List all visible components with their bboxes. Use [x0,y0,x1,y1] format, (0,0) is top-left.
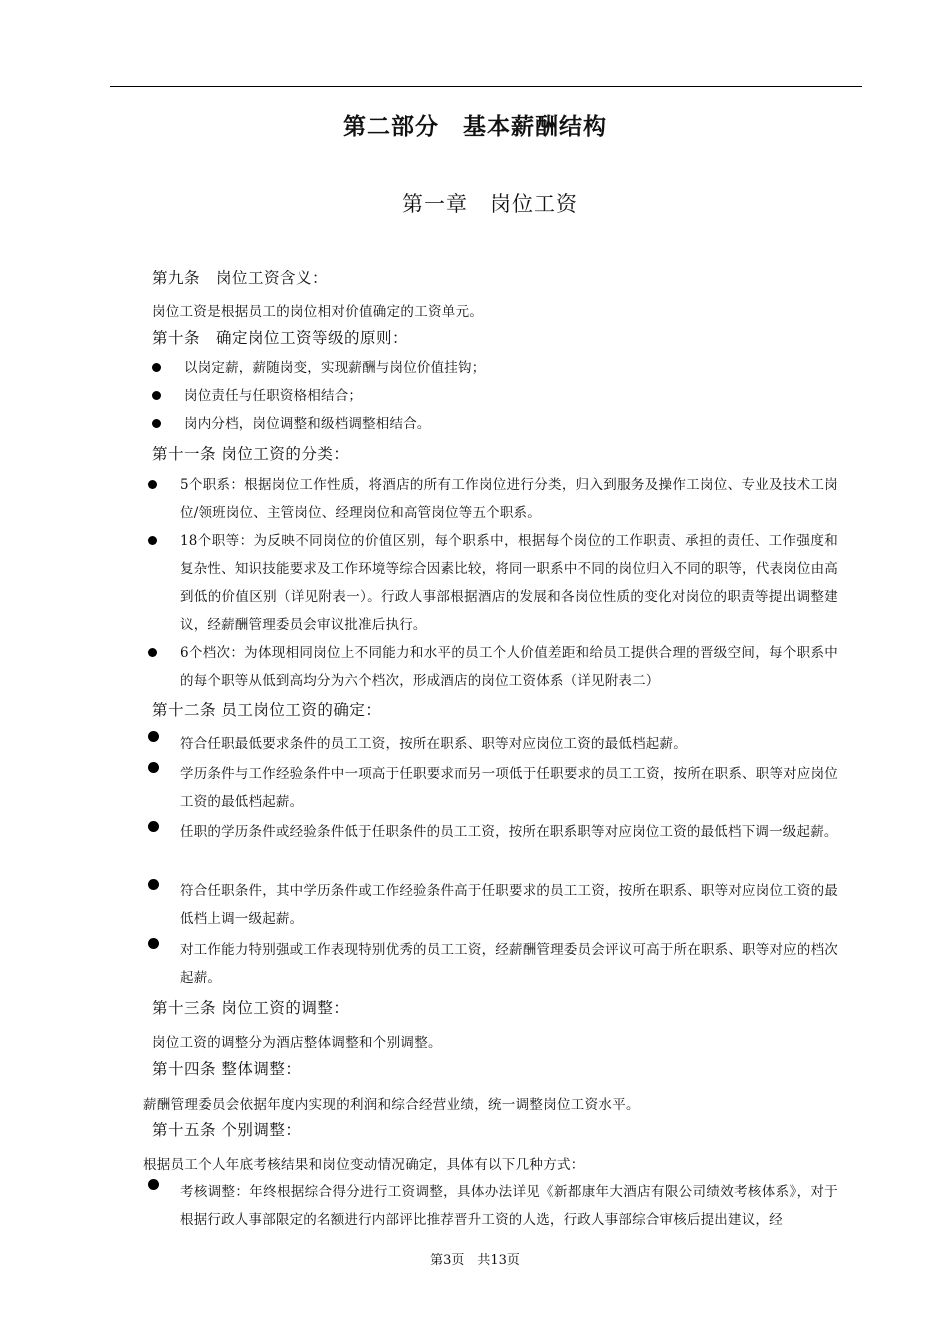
bullet-icon [148,480,157,489]
list-item: 考核调整：年终根据综合得分进行工资调整，具体办法详见《新都康年大酒店有限公司绩效考核体系》，对于根据行政人事部限定的名额进行内部评比推荐晋升工资的人选，行政人事部综合审核后提出建议，经 [180,1184,838,1228]
bullet-icon [148,938,159,949]
bullet-icon [148,762,159,773]
bullet-icon [152,391,161,400]
chapter-title: 第一章 岗位工资 [402,192,578,216]
bullet-icon [152,419,161,428]
article-11-heading: 第十一条 岗位工资的分类： [152,445,350,463]
bullet-icon [148,731,159,742]
article-9-text: 岗位工资是根据员工的岗位相对价值确定的工资单元。 [152,304,484,320]
list-item: 6个档次：为体现相同岗位上不同能力和水平的员工个人价值差距和给员工提供合理的晋级空间，每个职系中的每个职等从低到高均分为六个档次，形成酒店的岗位工资体系（详见附表二） [180,645,838,689]
bullet-icon [148,536,157,545]
article-10-heading: 第十条 确定岗位工资等级的原则： [152,329,409,347]
article-15-text: 根据员工个人年底考核结果和岗位变动情况确定，具体有以下几种方式： [143,1157,585,1173]
article-9-heading: 第九条 岗位工资含义： [152,269,329,287]
bullet-icon [148,821,159,832]
list-item: 符合任职条件，其中学历条件或工作经验条件高于任职要求的员工工资，按所在职系、职等对应岗位工资的最低档上调一级起薪。 [180,883,838,927]
article-13-heading: 第十三条 岗位工资的调整： [152,999,350,1017]
list-item: 以岗定薪，薪随岗变，实现薪酬与岗位价值挂钩； [184,360,486,376]
list-item: 符合任职最低要求条件的员工工资，按所在职系、职等对应岗位工资的最低档起薪。 [180,736,687,752]
article-15-heading: 第十五条 个别调整： [152,1121,302,1139]
page-footer: 第3页 共13页 [430,1253,520,1268]
list-item: 任职的学历条件或经验条件低于任职条件的员工工资，按所在职系职等对应岗位工资的最低档下调一级起薪。 [180,824,838,840]
bullet-icon [152,363,161,372]
bullet-icon [148,1179,159,1190]
article-12-heading: 第十二条 员工岗位工资的确定： [152,701,382,719]
article-13-text: 岗位工资的调整分为酒店整体调整和个别调整。 [152,1035,442,1051]
header-rule [110,86,862,87]
part-title: 第二部分 基本薪酬结构 [343,114,607,140]
list-item: 5个职系：根据岗位工作性质，将酒店的所有工作岗位进行分类，归入到服务及操作工岗位、专业及技术工岗位/领班岗位、主管岗位、经理岗位和高管岗位等五个职系。 [180,477,838,521]
article-14-text: 薪酬管理委员会依据年度内实现的利润和综合经营业绩，统一调整岗位工资水平。 [143,1097,640,1113]
article-14-heading: 第十四条 整体调整： [152,1060,302,1078]
bullet-icon [148,879,159,890]
list-item: 岗内分档，岗位调整和级档调整相结合。 [184,416,431,432]
list-item: 18个职等：为反映不同岗位的价值区别，每个职系中，根据每个岗位的工作职责、承担的责任、工作强度和复杂性、知识技能要求及工作环境等综合因素比较，将同一职系中不同的岗位归入不同的职等，代表岗位由高到低的价值区别（详见附表一）。行政人事部根据酒店的发展和各岗位性质的变化对岗位的职责等提出调整建议，经薪酬管理委员会审议批准后执行。 [180,533,838,633]
list-item: 学历条件与工作经验条件中一项高于任职要求而另一项低于任职要求的员工工资，按所在职系、职等对应岗位工资的最低档起薪。 [180,766,838,810]
list-item: 对工作能力特别强或工作表现特别优秀的员工工资，经薪酬管理委员会评议可高于所在职系、职等对应的档次起薪。 [180,942,838,986]
bullet-icon [148,648,157,657]
list-item: 岗位责任与任职资格相结合； [184,388,363,404]
